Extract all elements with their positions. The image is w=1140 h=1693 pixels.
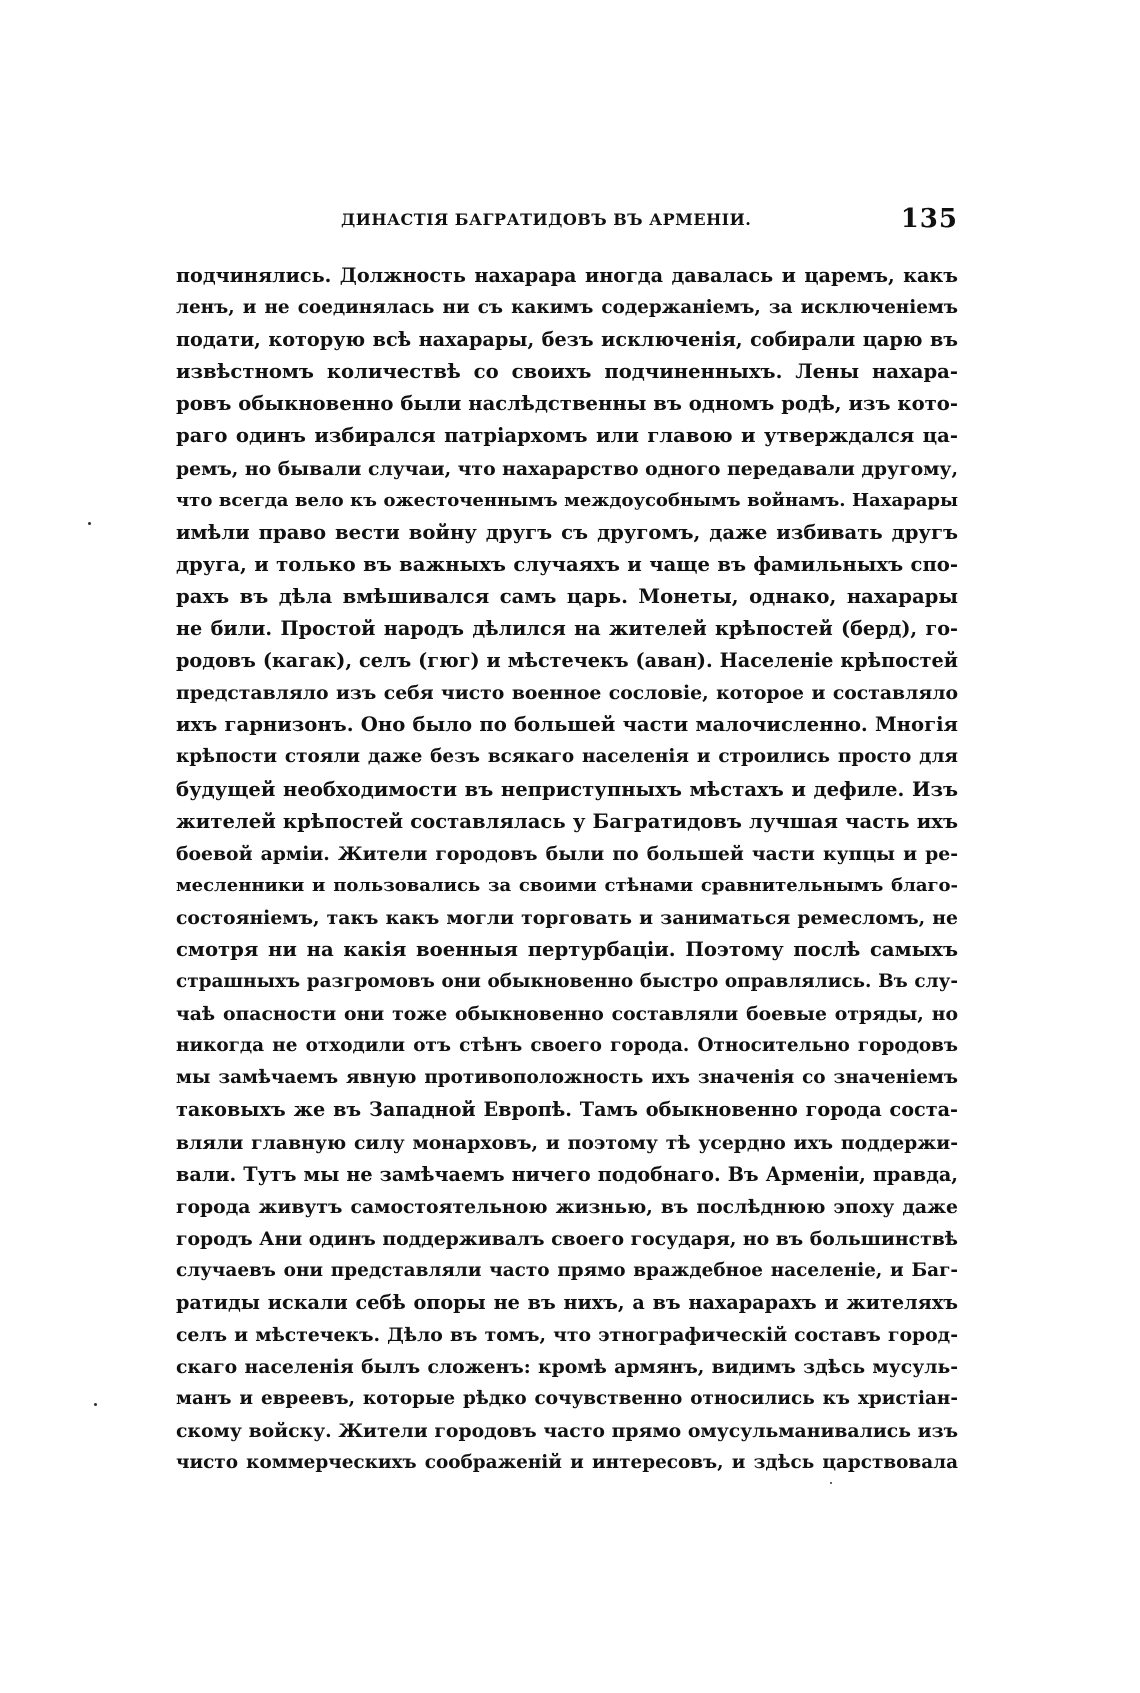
text-line: имѣли право вести войну другъ съ другомъ, даже избивать другъ [176,520,958,544]
text-line: вали. Тутъ мы не замѣчаемъ ничего подобнаго. Въ Арменiи, правда, [176,1162,958,1186]
text-line: не били. Простой народъ дѣлился на жителей крѣпостей (берд), го- [176,617,958,641]
running-head [176,204,958,240]
text-line: чаѣ опасности они тоже обыкновенно составляли боевые отряды, но [176,1003,958,1026]
text-line: месленники и пользовались за своими стѣнами сравнительнымъ благо- [176,874,958,896]
text-line: скаго населенiя былъ сложенъ: кромѣ армянъ, видимъ здѣсь мусуль- [176,1356,958,1379]
text-line: ремъ, но бывали случаи, что нахарарство одного передавали другому, [176,457,958,480]
body-text [176,260,958,1480]
text-line: будущей необходимости въ неприступныхъ мѣстахъ и дефиле. Изъ [176,777,958,801]
page-number: 135 [900,204,958,234]
text-line: раго одинъ избирался патрiархомъ или главою и утверждался ца- [176,424,958,448]
text-line: смотря ни на какiя военныя пертурбацiи. Поэтому послѣ самыхъ [176,937,958,961]
text-line: ровъ обыкновенно были наслѣдственны въ одномъ родѣ, изъ кото- [176,392,958,416]
text-line: извѣстномъ количествѣ со своихъ подчиненныхъ. Лены нахара- [176,360,958,384]
text-line: никогда не отходили отъ стѣнъ своего города. Относительно городовъ [176,1035,958,1057]
text-line: ленъ, и не соединялась ни съ какимъ содержанiемъ, за исключенiемъ [176,297,958,319]
text-line: друга, и только въ важныхъ случаяхъ и чаще въ фамильныхъ спо- [176,552,958,576]
text-line: состоянiемъ, такъ какъ могли торговать и заниматься ремесломъ, не [176,906,958,929]
text-line: подати, которую всѣ нахарары, безъ исключенiя, собирали царю въ [176,328,958,352]
scan-speck [94,1403,97,1406]
scan-speck [88,522,91,525]
text-line: жителей крѣпостей составлялась у Багратидовъ лучшая часть ихъ [176,809,958,833]
text-line: таковыхъ же въ Западной Европѣ. Тамъ обыкновенно города соста- [176,1098,958,1122]
text-line: родовъ (кагак), селъ (гюг) и мѣстечекъ (аван). Населенiе крѣпостей [176,649,958,673]
text-line: мы замѣчаемъ явную противоположность ихъ значенiя со значенiемъ [176,1067,958,1089]
text-line: рахъ въ дѣла вмѣшивался самъ царь. Монеты, однако, нахарары [176,584,958,608]
text-line: случаевъ они представляли часто прямо враждебное населенiе, и Баг- [176,1259,958,1281]
text-line: вляли главную силу монарховъ, и поэтому тѣ усердно ихъ поддержи- [176,1131,958,1154]
text-line: ратиды искали себѣ опоры не въ нихъ, а въ нахарарахъ и жителяхъ [176,1291,958,1314]
scan-speck [830,1482,832,1484]
text-line: подчинялись. Должность нахарара иногда давалась и царемъ, какъ [176,264,958,287]
text-line: страшныхъ разгромовъ они обыкновенно быстро оправлялись. Въ слу- [176,971,958,993]
text-line: представляло изъ себя чисто военное сословiе, которое и составляло [176,682,958,705]
text-line: городъ Ани одинъ поддерживалъ своего государя, но въ большинствѣ [176,1227,958,1250]
text-line: манъ и евреевъ, которые рѣдко сочувственно относились къ христiан- [176,1388,958,1410]
text-line: что всегда вело къ ожесточеннымъ междоусобнымъ войнамъ. Нахарары [176,489,958,511]
text-line: ихъ гарнизонъ. Оно было по большей части малочисленно. Многiя [176,713,958,737]
text-line: крѣпости стояли даже безъ всякаго населенiя и строились просто для [176,746,958,768]
text-line: скому войску. Жители городовъ часто прямо омусульманивались изъ [176,1420,958,1443]
running-title: ДИНАСТIЯ БАГРАТИДОВЪ ВЪ АРМЕНIИ. [341,210,752,229]
text-line: селъ и мѣстечекъ. Дѣло въ томъ, что этнографическiй составъ город- [176,1324,958,1347]
text-line: города живутъ самостоятельною жизнью, въ послѣднюю эпоху даже [176,1195,958,1218]
text-line: чисто коммерческихъ соображенiй и интересовъ, и здѣсь царствовала [176,1452,958,1474]
text-line: боевой армiи. Жители городовъ были по большей части купцы и ре- [176,842,958,865]
